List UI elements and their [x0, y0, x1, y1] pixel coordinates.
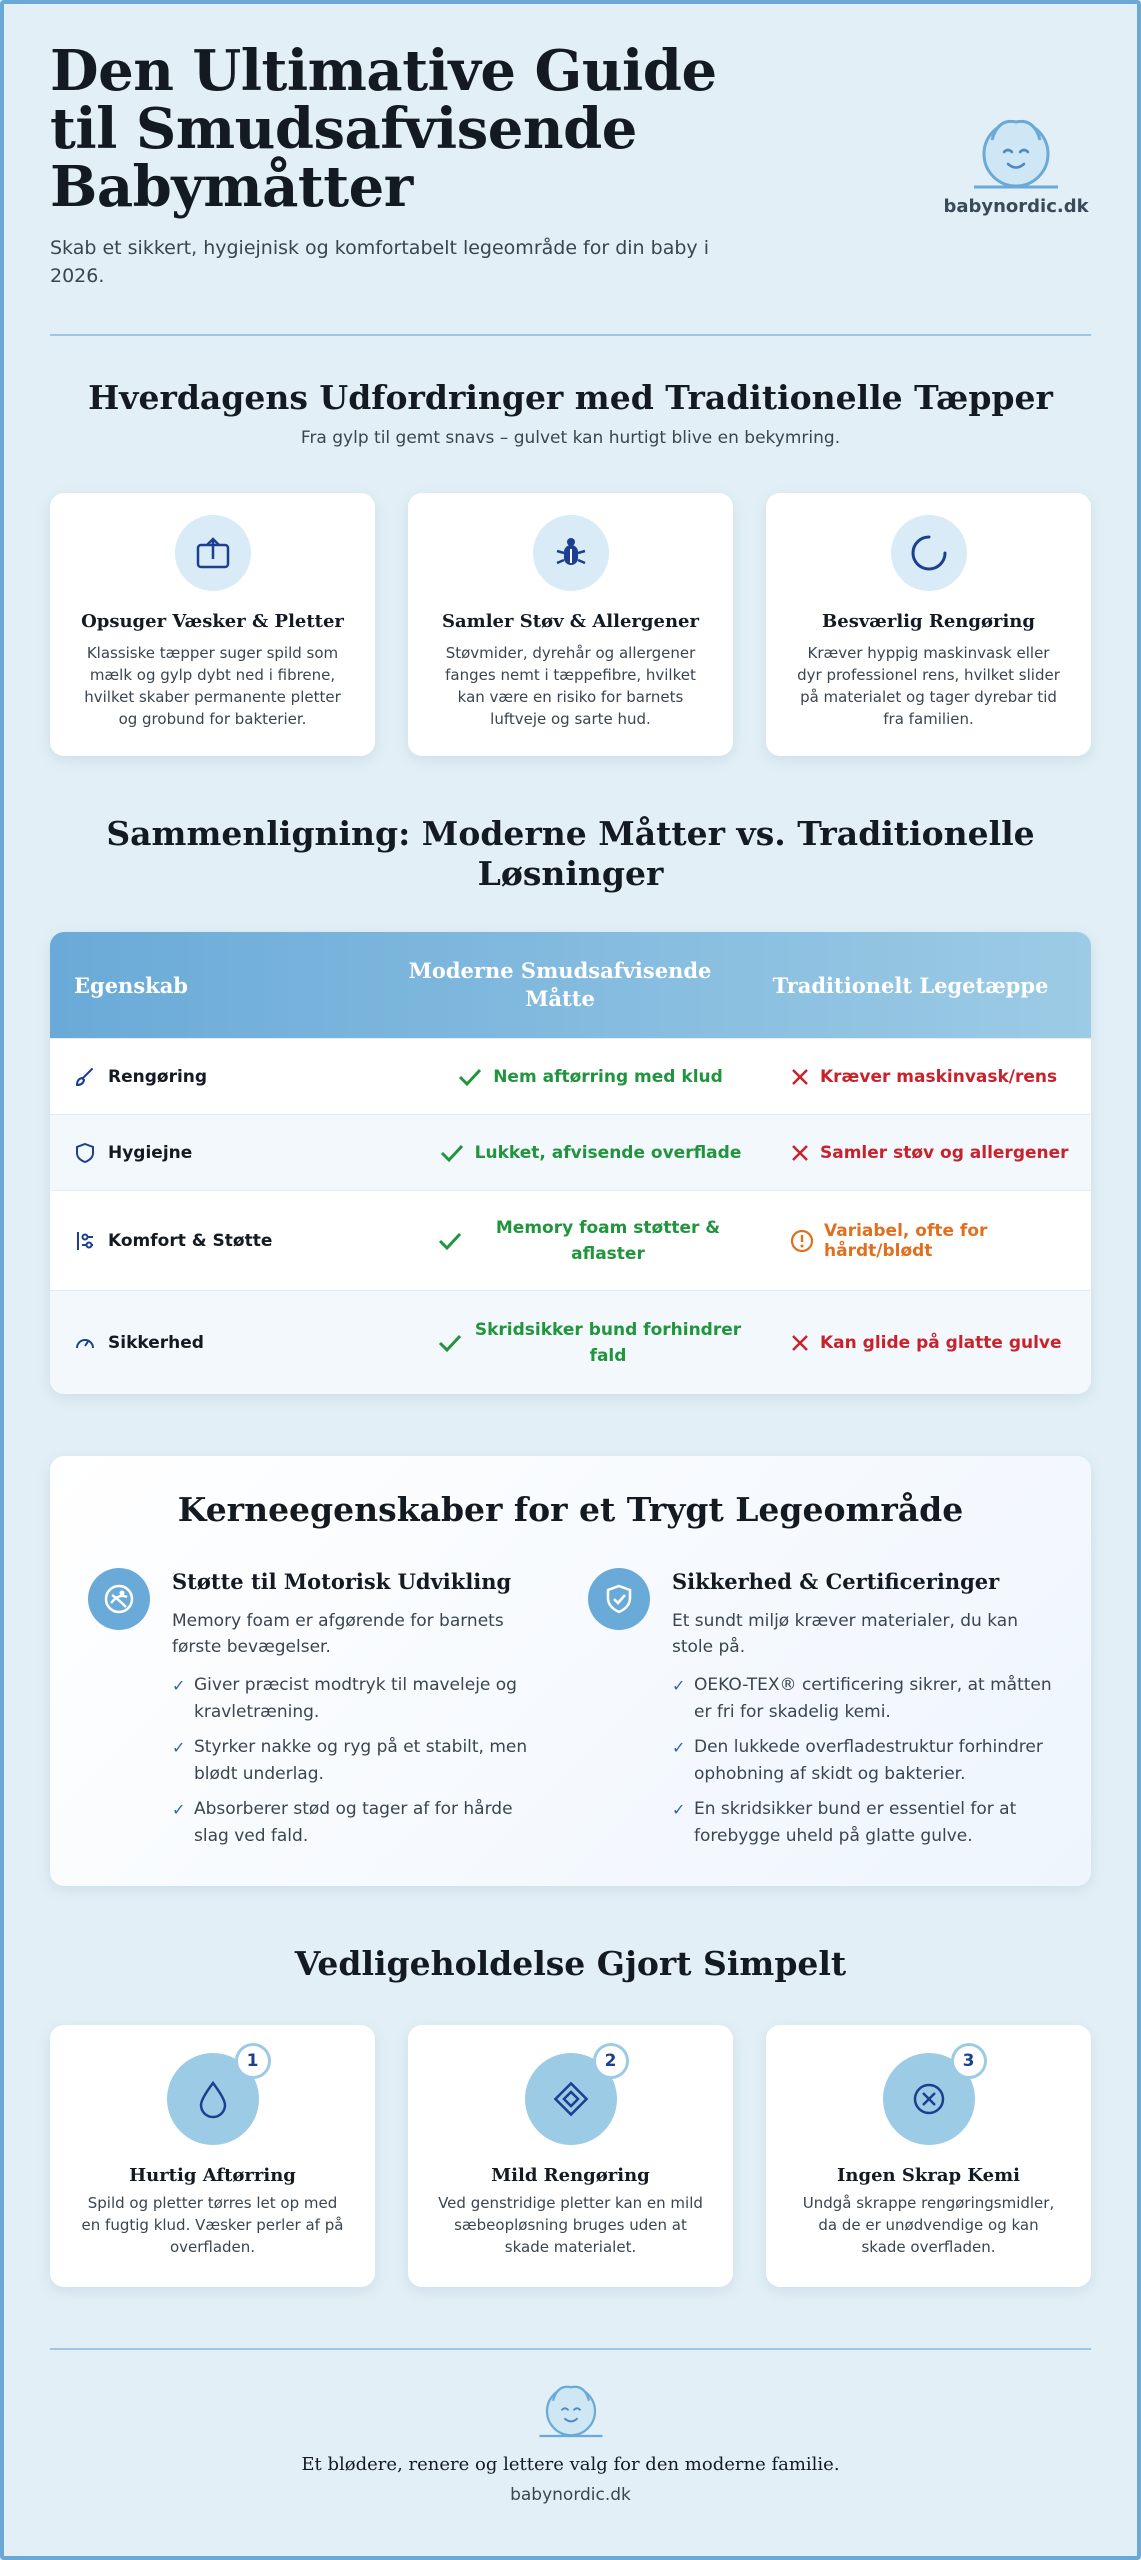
maintenance-card: [408, 2025, 733, 2287]
bug-icon: [533, 515, 609, 591]
feature-intro: Et sundt miljø kræver materialer, du kan stole på.: [672, 1611, 1018, 1657]
maintenance-title: Vedligeholdelse Gjort Simpelt: [294, 1944, 847, 1983]
check-icon: [439, 1142, 465, 1164]
cross-icon: [790, 1067, 810, 1087]
bullet-item: ✓ En skridsikker bund er essentiel for at forebygge uheld på glatte gulve.: [672, 1796, 1052, 1850]
features-panel: [50, 1456, 1091, 1886]
comparison-table: [50, 932, 1091, 1394]
brush-icon: [74, 1066, 96, 1088]
footer-tagline: Et blødere, renere og lettere valg for den moderne familie.: [301, 2454, 840, 2475]
comparison-title: Sammenligning: Moderne Måtter vs. Traditionelle Løsninger: [106, 814, 1035, 893]
footer-link[interactable]: babynordic.dk: [510, 2485, 631, 2505]
maintenance-card: [50, 2025, 375, 2287]
table-row: [50, 1190, 1091, 1290]
spinner-icon: [891, 515, 967, 591]
bullet-item: ✓ OEKO-TEX® certificering sikrer, at måtten er fri for skadelig kemi.: [672, 1672, 1052, 1726]
step-number: 1: [235, 2043, 271, 2079]
challenges-subtitle: Fra gylp til gemt snavs – gulvet kan hurtigt blive en bekymring.: [300, 428, 841, 448]
maintenance-card-title: Ingen Skrap Kemi: [837, 2165, 1020, 2186]
traditional-value: Samler støv og allergener: [820, 1142, 1069, 1163]
page-title: Den Ultimative Guide til Smudsafvisende Babymåtter: [50, 38, 717, 220]
maintenance-card-title: Hurtig Aftørring: [129, 2165, 296, 2186]
check-icon: ✓: [672, 1800, 686, 1819]
traditional-value: Kræver maskinvask/rens: [820, 1066, 1058, 1087]
table-row: [50, 1038, 1091, 1114]
check-icon: [437, 1332, 463, 1354]
page-subtitle: Skab et sikkert, hygiejnisk og komfortabelt legeområde for din baby i 2026.: [50, 237, 709, 287]
baby-face-icon: [535, 2378, 607, 2440]
challenge-card: [50, 493, 375, 756]
shield-icon: [74, 1142, 96, 1164]
modern-value: Memory foam støtter & aflaster: [495, 1217, 721, 1264]
check-icon: ✓: [672, 1738, 686, 1757]
maintenance-card-text: Undgå skrappe rengøringsmidler, da de er unødvendige og kan skade overfladen.: [802, 2194, 1055, 2256]
shield-check-icon: [588, 1568, 650, 1630]
challenge-card: [766, 493, 1091, 756]
divider: [50, 2348, 1091, 2350]
traditional-value: Kan glide på glatte gulve: [820, 1332, 1062, 1353]
challenge-title: Besværlig Rengøring: [822, 611, 1035, 632]
check-icon: ✓: [672, 1676, 686, 1695]
cross-icon: [790, 1143, 810, 1163]
gauge-icon: [74, 1332, 96, 1354]
challenge-text: Støvmider, dyrehår og allergener fanges nemt i tæppefibre, hvilket kan være en risiko for barnets luftveje og sarte hud.: [445, 644, 696, 728]
bullet-item: ✓ Absorberer stød og tager af for hårde slag ved fald.: [172, 1796, 552, 1850]
modern-value: Skridsikker bund forhindrer fald: [474, 1319, 742, 1366]
feature-title: Sikkerhed & Certificeringer: [672, 1569, 1000, 1594]
check-icon: [437, 1230, 463, 1252]
modern-value: Nem aftørring med klud: [493, 1066, 723, 1087]
sliders-icon: [74, 1230, 96, 1252]
feature-bullets: [172, 1672, 552, 1850]
maintenance-card-title: Mild Rengøring: [491, 2165, 650, 2186]
table-row: [50, 1290, 1091, 1394]
bullet-item: ✓ Den lukkede overfladestruktur forhindrer ophobning af skidt og bakterier.: [672, 1734, 1052, 1788]
traditional-value: Variabel, ofte for hårdt/blødt: [824, 1220, 988, 1261]
maintenance-card: [766, 2025, 1091, 2287]
brand[interactable]: [941, 110, 1091, 217]
divider: [50, 334, 1091, 336]
challenges-title: Hverdagens Udfordringer med Traditionelle Tæpper: [88, 378, 1053, 417]
challenge-card: [408, 493, 733, 756]
column-header: Egenskab: [74, 972, 188, 998]
warning-icon: [790, 1229, 814, 1253]
bullet-item: ✓ Giver præcist modtryk til maveleje og kravletræning.: [172, 1672, 552, 1726]
feature-label: Hygiejne: [108, 1142, 193, 1163]
step-number: 2: [593, 2043, 629, 2079]
feature-label: Komfort & Støtte: [108, 1230, 273, 1251]
feature-label: Rengøring: [108, 1066, 208, 1087]
check-icon: ✓: [172, 1800, 186, 1819]
feature-label: Sikkerhed: [108, 1332, 204, 1353]
step-number: 3: [951, 2043, 987, 2079]
column-header: Traditionelt Legetæppe: [772, 972, 1049, 998]
bullet-item: ✓ Styrker nakke og ryg på et stabilt, men blødt underlag.: [172, 1734, 552, 1788]
cross-icon: [790, 1333, 810, 1353]
challenge-text: Kræver hyppig maskinvask eller dyr professionel rens, hvilket slider på materialet og tager dyrebar tid fra familien.: [797, 644, 1060, 728]
table-row: [50, 1114, 1091, 1190]
feature-title: Støtte til Motorisk Udvikling: [172, 1569, 512, 1594]
check-icon: ✓: [172, 1676, 186, 1695]
feature-bullets: [672, 1672, 1052, 1850]
maintenance-card-text: Ved genstridige pletter kan en mild sæbeopløsning bruges uden at skade materialet.: [438, 2194, 703, 2256]
table-header: [50, 932, 1091, 1038]
upload-tray-icon: [175, 515, 251, 591]
challenge-text: Klassiske tæpper suger spild som mælk og gylp dybt ned i fibrene, hvilket skaber permanente pletter og grobund for bakterier.: [84, 644, 341, 728]
features-title: Kerneegenskaber for et Trygt Legeområde: [177, 1490, 964, 1529]
column-header: Moderne Smudsafvisende Måtte: [408, 958, 712, 1011]
baby-face-icon: [968, 110, 1064, 192]
challenge-title: Samler Støv & Allergener: [442, 611, 699, 632]
challenge-title: Opsuger Væsker & Pletter: [81, 611, 344, 632]
check-icon: ✓: [172, 1738, 186, 1757]
header: [50, 38, 1091, 292]
modern-value: Lukket, afvisende overflade: [474, 1142, 742, 1163]
footer: [50, 2378, 1091, 2505]
feature-intro: Memory foam er afgørende for barnets første bevægelser.: [172, 1611, 504, 1657]
maintenance-card-text: Spild og pletter tørres let op med en fugtig klud. Væsker perler af på overfladen.: [81, 2194, 344, 2256]
check-icon: [457, 1066, 483, 1088]
baby-motor-icon: [88, 1568, 150, 1630]
brand-name: babynordic.dk: [943, 196, 1089, 217]
